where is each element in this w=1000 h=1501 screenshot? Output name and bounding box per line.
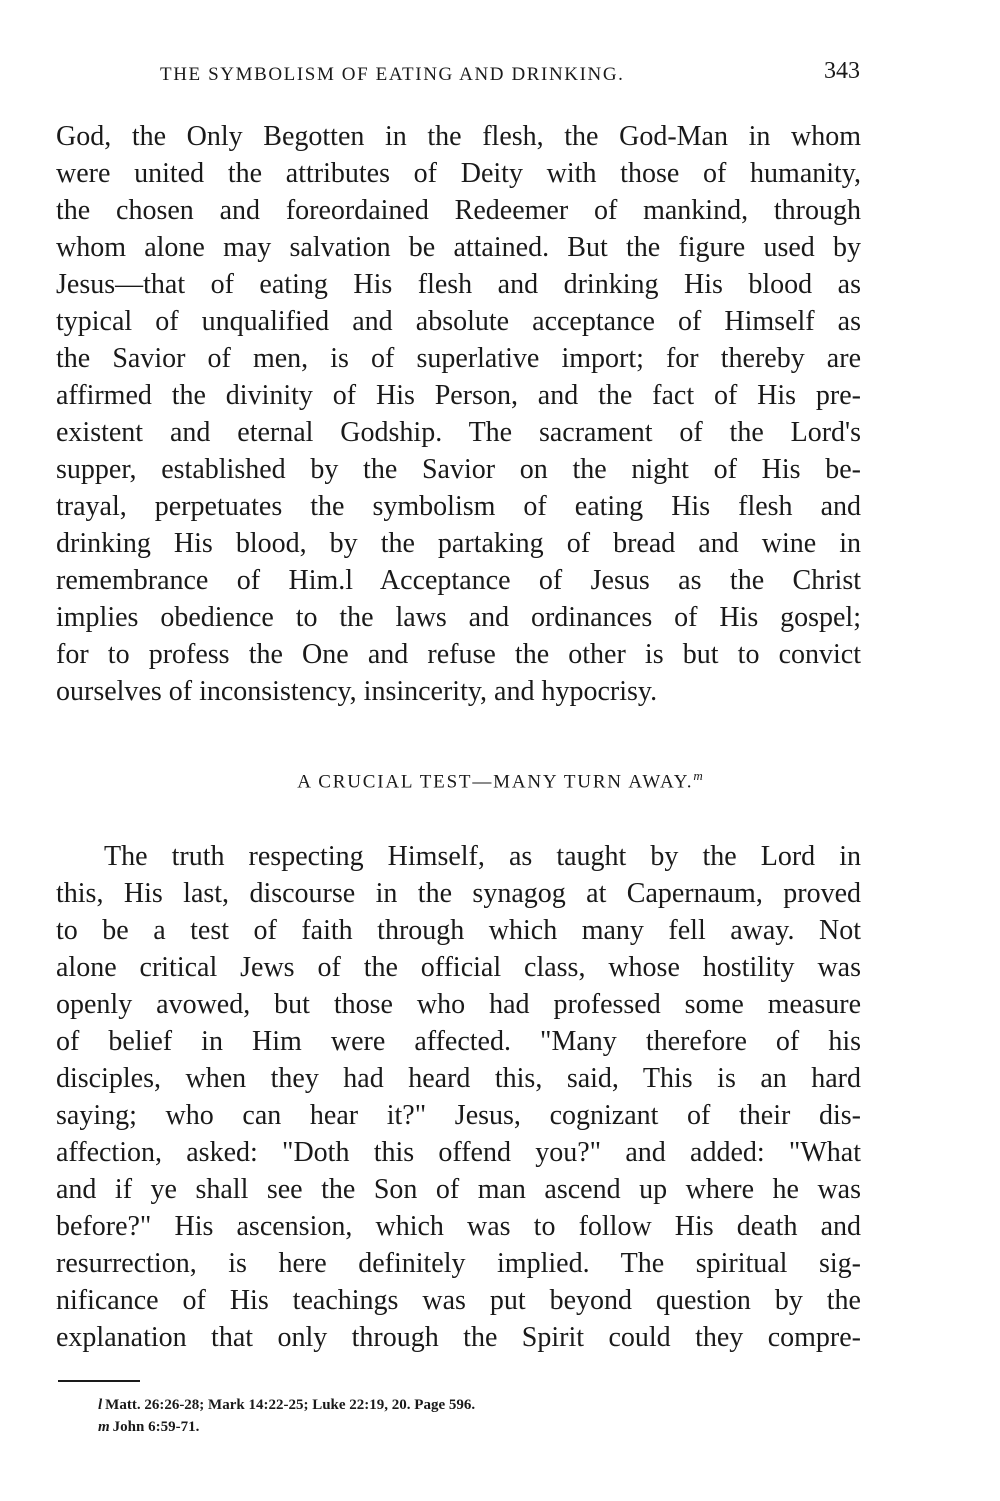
section-heading-text: A CRUCIAL TEST—MANY TURN AWAY. (297, 771, 694, 793)
paragraph-1-line: ourselves of inconsistency, insincerity, and hypocrisy. (56, 676, 658, 707)
paragraph-1-line: drinking His blood, by the partaking of bread and wine in (56, 528, 861, 559)
section-heading-footnote-mark[interactable]: m (693, 768, 703, 783)
paragraph-2-line: nificance of His teachings was put beyond question by the (56, 1285, 861, 1316)
paragraph-1 (56, 118, 861, 710)
paragraph-1-line: trayal, perpetuates the symbolism of eating His flesh and (56, 491, 861, 522)
footnote-l (98, 1394, 858, 1416)
paragraph-1-line: were united the attributes of Deity with those of humanity, (56, 158, 861, 189)
paragraph-2-line: before?" His ascension, which was to follow His death and (56, 1211, 861, 1242)
running-title: THE SYMBOLISM OF EATING AND DRINKING. (160, 64, 625, 85)
paragraph-1-line: supper, established by the Savior on the night of His be- (56, 454, 861, 485)
paragraph-2-line: affection, asked: "Doth this offend you?" and added: "What (56, 1137, 861, 1168)
paragraph-1-line: for to profess the One and refuse the other is but to convict (56, 639, 861, 670)
paragraph-2-line: The truth respecting Himself, as taught by the Lord in (104, 841, 861, 872)
paragraph-1-line: existent and eternal Godship. The sacrament of the Lord's (56, 417, 861, 448)
paragraph-1-line: implies obedience to the laws and ordinances of His gospel; (56, 602, 861, 633)
paragraph-2 (56, 838, 861, 1356)
paragraph-2-line: saying; who can hear it?" Jesus, cognizant of their dis- (56, 1100, 861, 1131)
footnotes (98, 1394, 858, 1438)
section-heading (0, 768, 1000, 793)
paragraph-1-line: the Savior of men, is of superlative import; for thereby are (56, 343, 861, 374)
paragraph-2-line: this, His last, discourse in the synagog at Capernaum, proved (56, 878, 861, 909)
footnote-text: Matt. 26:26-28; Mark 14:22-25; Luke 22:19, 20. Page 596. (105, 1397, 476, 1413)
footnote-m (98, 1416, 858, 1438)
paragraph-1-line: the chosen and foreordained Redeemer of mankind, through (56, 195, 861, 226)
paragraph-1-line: God, the Only Begotten in the flesh, the God-Man in whom (56, 121, 861, 152)
paragraph-1-line: remembrance of Him.l Acceptance of Jesus as the Christ (56, 565, 861, 596)
running-head (160, 58, 860, 98)
paragraph-2-line: resurrection, is here definitely implied. The spiritual sig- (56, 1248, 861, 1279)
paragraph-1-line: affirmed the divinity of His Person, and the fact of His pre- (56, 380, 861, 411)
footnote-mark: m (98, 1419, 110, 1435)
page-number: 343 (824, 58, 860, 84)
paragraph-2-line: disciples, when they had heard this, said, This is an hard (56, 1063, 861, 1094)
paragraph-1-line: typical of unqualified and absolute acceptance of Himself as (56, 306, 861, 337)
footnote-rule (58, 1380, 140, 1382)
paragraph-2-line: to be a test of faith through which many fell away. Not (56, 915, 861, 946)
paragraph-1-line: Jesus—that of eating His flesh and drinking His blood as (56, 269, 861, 300)
paragraph-2-line: of belief in Him were affected. "Many therefore of his (56, 1026, 861, 1057)
footnote-mark: l (98, 1397, 103, 1413)
paragraph-2-line: explanation that only through the Spirit could they compre- (56, 1322, 861, 1353)
paragraph-1-line: whom alone may salvation be attained. But the figure used by (56, 232, 861, 263)
paragraph-2-line: and if ye shall see the Son of man ascend up where he was (56, 1174, 861, 1205)
footnote-text: John 6:59-71. (112, 1419, 200, 1435)
paragraph-2-line: openly avowed, but those who had professed some measure (56, 989, 861, 1020)
paragraph-2-line: alone critical Jews of the official class, whose hostility was (56, 952, 861, 983)
